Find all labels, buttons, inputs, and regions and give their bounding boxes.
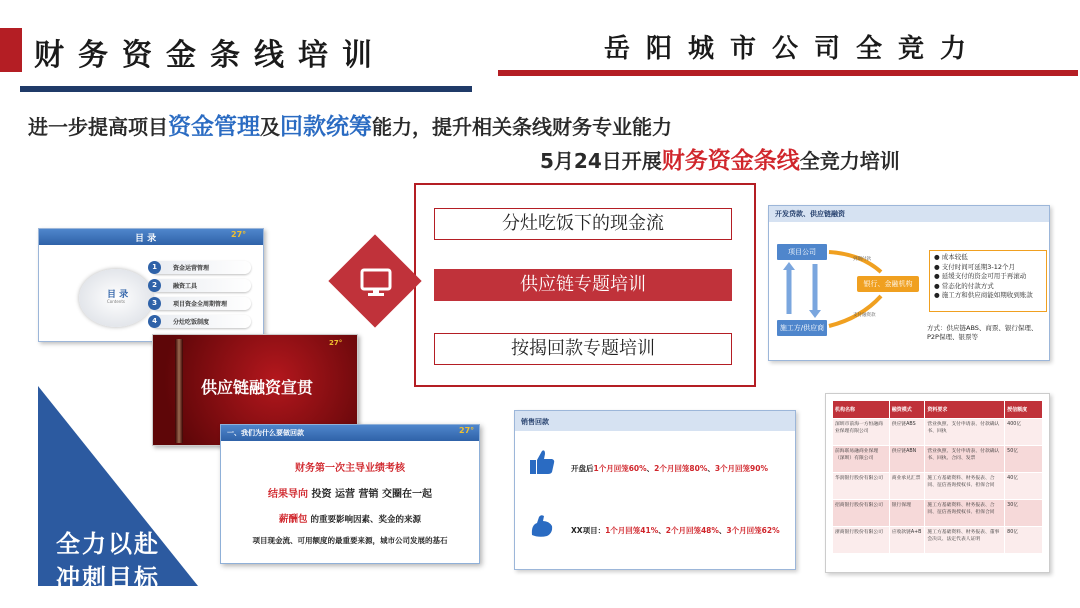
topic-supply-chain[interactable]: 供应链专题培训 bbox=[434, 269, 732, 301]
benefit-item: ● 延缓支付的资金可用于再滚动 bbox=[934, 272, 1027, 280]
intro-text: 进一步提高项目 bbox=[28, 115, 168, 139]
table-row bbox=[833, 446, 1043, 473]
why-line-3-text: 的重要影响因素、奖金的来源 bbox=[307, 515, 421, 525]
table-cell: 华润银行股份有限公司 bbox=[833, 473, 890, 500]
table-cell: 银行保理 bbox=[889, 500, 925, 527]
sales-row-project bbox=[571, 525, 780, 536]
sales-row-opening bbox=[571, 463, 768, 474]
column-header: 机构名称 bbox=[833, 401, 890, 419]
table-row bbox=[833, 473, 1043, 500]
toc-circle-subtitle: Contents bbox=[107, 299, 125, 304]
sales-title: 销售回款 bbox=[521, 418, 549, 426]
why-line-2 bbox=[221, 485, 479, 500]
logo-27: 27° bbox=[231, 230, 247, 239]
toc-item-number: 3 bbox=[148, 297, 161, 310]
separator: 、 bbox=[658, 526, 666, 535]
toc-item-number: 1 bbox=[148, 261, 161, 274]
table-cell: 深圳市前海一方恒融商业保理有限公司 bbox=[833, 419, 890, 446]
benefit-text: 常态化的付款方式 bbox=[941, 281, 994, 290]
financing-diagram-thumbnail[interactable] bbox=[768, 205, 1050, 361]
topic-mortgage-collection[interactable]: 按揭回款专题培训 bbox=[434, 333, 732, 365]
benefit-item: ● 成本较低 bbox=[934, 253, 968, 261]
supply-chain-title: 供应链融资宣贯 bbox=[201, 378, 314, 397]
highlight-fund-management: 资金管理 bbox=[168, 114, 260, 140]
intro-date: 5月24日开展 bbox=[540, 149, 662, 173]
toc-item bbox=[151, 297, 251, 310]
table-cell: 40亿 bbox=[1005, 473, 1043, 500]
table-cell: 30亿 bbox=[1005, 500, 1043, 527]
toc-slide-thumbnail[interactable] bbox=[38, 228, 264, 342]
logo-27: 27° bbox=[329, 339, 343, 347]
table-cell: 施工方基础资料、财务报表、合同、征信查询授权书、担保合同 bbox=[925, 500, 1005, 527]
monitor-icon bbox=[356, 262, 396, 302]
topic-cash-flow[interactable]: 分灶吃饭下的现金流 bbox=[434, 208, 732, 240]
thumbs-up-icon bbox=[527, 447, 557, 481]
table-cell: 80亿 bbox=[1005, 527, 1043, 554]
muscle-arm-icon bbox=[527, 511, 557, 545]
slogan-line-2: 冲刺目标 bbox=[56, 563, 160, 592]
column-header: 资料要求 bbox=[925, 401, 1005, 419]
intro-text: 及 bbox=[260, 115, 280, 139]
company-title: 岳阳城市公司全竞力 bbox=[604, 34, 983, 64]
why-collection-slide-thumbnail[interactable] bbox=[220, 424, 480, 564]
table-cell: 供应链ABS bbox=[889, 419, 925, 446]
table-cell: 施工方基础资料、财务报表、合同、征信查询授权书、担保合同 bbox=[925, 473, 1005, 500]
toc-item-number: 4 bbox=[148, 315, 161, 328]
sales-row-label: XX项目： bbox=[571, 526, 606, 535]
benefit-list bbox=[929, 250, 1047, 312]
sales-row-label: 开盘后 bbox=[571, 464, 594, 473]
toc-item-label: 项目资金全周期管理 bbox=[173, 301, 228, 308]
why-line-3-highlight: 薪酬包 bbox=[279, 514, 308, 525]
logo-27: 27° bbox=[459, 426, 475, 435]
column-header: 融资模式 bbox=[889, 401, 925, 419]
arrow-label-top: 到期付款 bbox=[853, 257, 871, 262]
sales-rate-1: 1个月回笼41% bbox=[605, 526, 659, 535]
sales-rate-1: 1个月回笼60% bbox=[593, 464, 647, 473]
column-header: 授信额度 bbox=[1005, 401, 1043, 419]
toc-item bbox=[151, 261, 251, 274]
company-title-underline bbox=[498, 70, 1078, 76]
table-cell: 商业承兑汇票 bbox=[889, 473, 925, 500]
table-cell: 营业执照、支付申请表、付款确认书、回执、合同、发票 bbox=[925, 446, 1005, 473]
separator: 、 bbox=[707, 464, 715, 473]
table-cell: 应收款链A+B bbox=[889, 527, 925, 554]
table-row bbox=[833, 527, 1043, 554]
slogan-line-1: 全力以赴 bbox=[56, 529, 160, 558]
table-cell: 浙商银行股份有限公司 bbox=[833, 527, 890, 554]
table-row bbox=[833, 419, 1043, 446]
benefit-item: ● 常态化的付款方式 bbox=[934, 281, 994, 290]
intro-line-2 bbox=[540, 142, 900, 175]
table-cell: 供应链ABN bbox=[889, 446, 925, 473]
why-line-3 bbox=[221, 511, 479, 525]
toc-item-label: 融资工具 bbox=[173, 283, 198, 290]
sales-rate-3: 3个月回笼62% bbox=[726, 526, 780, 535]
table-cell: 前海联易融商业保理（深圳）有限公司 bbox=[833, 446, 890, 473]
title-underline bbox=[20, 86, 472, 92]
toc-bar-title: 目 录 bbox=[135, 234, 157, 244]
node-bank: 银行、金融机构 bbox=[857, 276, 919, 292]
intro-text: 能力，提升相关条线财务专业能力 bbox=[372, 115, 672, 139]
table-header-row bbox=[833, 401, 1043, 419]
intro-text: 全竞力培训 bbox=[799, 149, 900, 173]
diagram-title: 开发贷款、供应链融资 bbox=[775, 210, 845, 218]
arrow-label-bottom: 支付融资款 bbox=[853, 313, 876, 318]
institutions-table bbox=[832, 400, 1043, 554]
table-cell: 50亿 bbox=[1005, 446, 1043, 473]
node-supplier: 施工方/供应商 bbox=[777, 320, 827, 336]
toc-circle-title: 目 录 bbox=[107, 290, 129, 300]
benefit-text: 施工方和供应商能如期收到账款 bbox=[941, 291, 1033, 299]
why-line-1: 财务第一次主导业绩考核 bbox=[295, 463, 405, 474]
toc-item-label: 分灶吃饭制度 bbox=[173, 319, 210, 326]
highlight-finance-line: 财务资金条线 bbox=[661, 148, 800, 174]
table-cell: 400亿 bbox=[1005, 419, 1043, 446]
benefit-item: ● 施工方和供应商能如期收到账款 bbox=[934, 291, 1033, 299]
diagram-footer: 方式：供应链ABS、商票、银行保理、P2P保理、银票等 bbox=[927, 324, 1038, 341]
benefit-text: 成本较低 bbox=[941, 253, 968, 261]
why-bar-title: 一、我们为什么要做回款 bbox=[227, 429, 304, 437]
separator: 、 bbox=[646, 464, 655, 473]
sales-rate-2: 2个月回笼80% bbox=[654, 464, 708, 473]
financing-institutions-table-thumbnail[interactable] bbox=[825, 393, 1050, 573]
diagram-arrows bbox=[769, 206, 929, 362]
intro-line-1 bbox=[28, 108, 672, 141]
why-line-2-text: 投资 运营 营销 交圈在一起 bbox=[308, 489, 432, 500]
benefit-item: ● 支付时间可延期3-12个月 bbox=[934, 262, 1016, 271]
sales-rate-2: 2个月回笼48% bbox=[665, 526, 719, 535]
table-cell: 招商银行股份有限公司 bbox=[833, 500, 890, 527]
sales-header-bar bbox=[515, 411, 795, 431]
table-cell: 营业执照、支付申请表、付款确认书、回执 bbox=[925, 419, 1005, 446]
toc-item-label: 资金运营管理 bbox=[173, 265, 210, 272]
page-title: 财务资金条线培训 bbox=[34, 38, 386, 73]
header-red-accent bbox=[0, 28, 22, 72]
toc-item bbox=[151, 279, 251, 292]
sales-collection-thumbnail[interactable] bbox=[514, 410, 796, 570]
highlight-collection: 回款统筹 bbox=[280, 114, 372, 140]
separator: 、 bbox=[718, 526, 727, 535]
why-line-4: 项目现金流、可用额度的最重要来源，城市公司发展的基石 bbox=[252, 536, 448, 545]
benefit-text: 支付时间可延期3-12个月 bbox=[941, 262, 1016, 271]
sales-rate-3: 3个月回笼90% bbox=[714, 464, 769, 473]
why-line-2-highlight: 结果导向 bbox=[268, 489, 309, 500]
table-cell: 施工方基础资料、财务报表、董事会决议、法定代表人证明 bbox=[925, 527, 1005, 554]
toc-item bbox=[151, 315, 251, 328]
benefit-text: 延缓支付的资金可用于再滚动 bbox=[941, 272, 1027, 280]
table-row bbox=[833, 500, 1043, 527]
toc-item-number: 2 bbox=[148, 279, 161, 292]
node-project-company: 项目公司 bbox=[777, 244, 827, 260]
